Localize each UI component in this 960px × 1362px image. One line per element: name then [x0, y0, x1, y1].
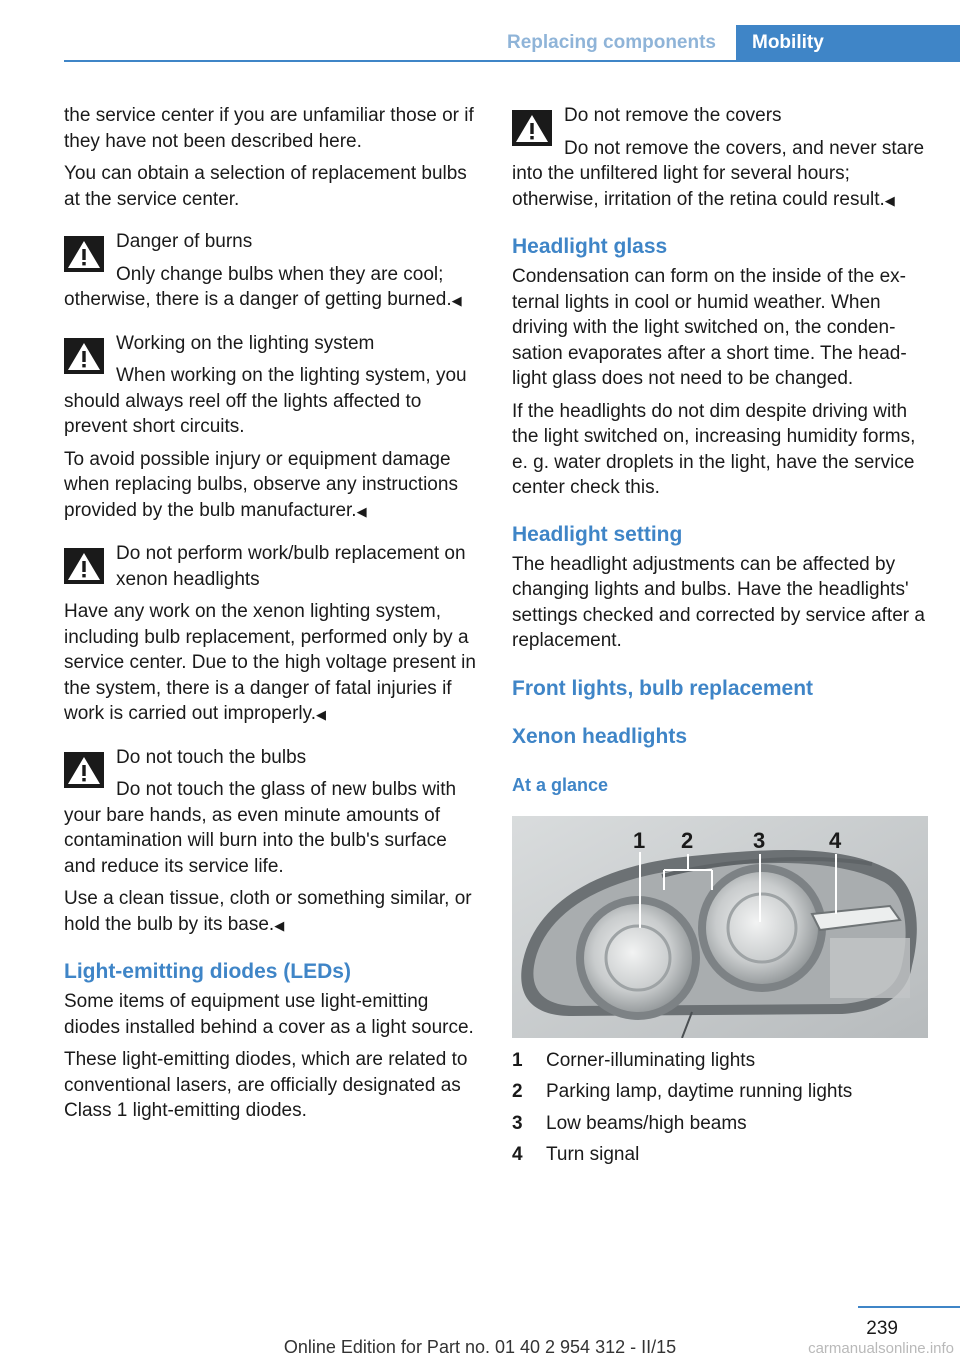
legend-text: Corner-illuminating lights [546, 1049, 756, 1071]
end-mark: ◀ [316, 707, 327, 722]
figure-label-3: 3 [753, 827, 766, 853]
headlight-glass-paragraph-2: If the headlights do not dim despite driving with the light switched on, increasing humidity forms, e. g. water droplets in the light, have the service center check this. [512, 400, 916, 498]
warning-title: Working on the lighting system [116, 332, 375, 354]
legend-number: 4 [512, 1144, 523, 1165]
warning-title: Danger of burns [116, 231, 253, 252]
footer-edition: Online Edition for Part no. 01 40 2 954 312 - II/15 [283, 1337, 677, 1357]
end-mark: ◀ [274, 917, 285, 933]
legend-text: Turn signal [546, 1144, 640, 1165]
warning-burns [64, 229, 480, 314]
legend-text: Parking lamp, daytime running lights [546, 1081, 853, 1102]
end-mark: ◀ [356, 503, 367, 519]
legend-item [512, 1048, 928, 1074]
warning-triangle-icon [64, 236, 104, 272]
warning-body: When working on the lighting system, you should always reel off the lights affected to prevent short circuits. [64, 365, 467, 437]
warning-triangle-icon [64, 548, 104, 584]
watermark: carmanualsonline.info [808, 1340, 954, 1357]
warning-body: Have any work on the xenon lighting system, including bulb replacement, performed only by a service center. Due to the high voltage present in the system, there is a danger of fatal injuries if work is carried out improperly.◀ [64, 601, 476, 724]
headlight-setting-paragraph: The headlight adjustments can be affected by changing lights and bulbs. Have the headlights' settings checked and corrected by service after a replacement. [512, 553, 925, 651]
legend-number: 1 [512, 1049, 523, 1071]
warning-touch-bulbs [64, 745, 480, 939]
end-mark: ◀ [451, 293, 462, 308]
warning-title: Do not touch the bulbs [116, 746, 307, 768]
warning-body: Only change bulbs when they are cool; otherwise, there is a danger of getting burned.◀ [64, 263, 462, 310]
intro-paragraph-1: the service center if you are unfamiliar those or if they have not been described here. [64, 105, 474, 152]
legend-item [512, 1142, 928, 1168]
intro-paragraph-2: You can obtain a selection of replacement bulbs at the service center. [64, 163, 467, 210]
left-column [64, 103, 480, 1131]
warning-xenon [64, 541, 480, 728]
warning-body: Do not remove the covers, and never stare into the unfiltered light for several hours; otherwise, irritation of the retina could result.◀ [512, 137, 925, 210]
figure-label-4: 4 [829, 827, 842, 853]
led-heading: Light-emitting diodes (LEDs) [64, 960, 351, 983]
figure-label-2: 2 [681, 827, 694, 853]
legend-item [512, 1079, 928, 1105]
xenon-headlights-heading: Xenon headlights [512, 724, 688, 748]
warning-body-2: Use a clean tissue, cloth or something similar, or hold the bulb by its base.◀ [64, 888, 472, 935]
warning-triangle-icon [512, 110, 552, 146]
warning-body: Do not touch the glass of new bulbs with your bare hands, as even minute amounts of contamination will burn into the bulb's surface and reduce its service life. [64, 779, 457, 877]
warning-lighting-system [64, 331, 480, 525]
page-number: 239 [866, 1318, 898, 1339]
warning-triangle-icon [64, 338, 104, 374]
warning-title: Do not perform work/bulb replacement on xenon headlights [116, 543, 466, 590]
warning-triangle-icon [64, 752, 104, 788]
led-paragraph-1: Some items of equipment use light-emitting diodes installed behind a cover as a light source. [64, 991, 474, 1038]
headlight-figure [512, 816, 928, 1038]
legend-number: 3 [512, 1112, 523, 1134]
headlight-setting-heading: Headlight setting [512, 522, 683, 546]
warning-title: Do not remove the covers [564, 105, 782, 126]
legend-item [512, 1111, 928, 1137]
headlight-glass-paragraph-1: Condensation can form on the inside of the external lights in cool or humid weather. When driving with the light switched on, the condensation evaporates after a short time. The headlight glass does not need to be changed. [512, 266, 907, 389]
figure-label-1: 1 [633, 827, 646, 853]
header-chapter-tab: Mobility [736, 25, 960, 60]
end-mark: ◀ [884, 192, 895, 208]
header-section-title: Replacing components [506, 32, 716, 53]
at-a-glance-heading: At a glance [512, 774, 609, 795]
page-number-rule [858, 1306, 960, 1308]
page-header [64, 25, 960, 62]
front-lights-heading: Front lights, bulb replacement [512, 676, 814, 700]
led-paragraph-2: These light-emitting diodes, which are related to conventional lasers, are officially designated as Class 1 light-emitting diodes. [64, 1049, 468, 1121]
legend-number: 2 [512, 1081, 523, 1102]
warning-covers [512, 103, 928, 213]
legend-text: Low beams/high beams [546, 1112, 747, 1134]
right-column [512, 103, 928, 1174]
warning-body-2: To avoid possible injury or equipment damage when replacing bulbs, observe any instructions provided by the bulb manufacturer.◀ [64, 448, 458, 521]
headlight-illustration [512, 816, 928, 1038]
figure-legend [512, 1048, 928, 1168]
headlight-glass-heading: Headlight glass [512, 235, 668, 258]
